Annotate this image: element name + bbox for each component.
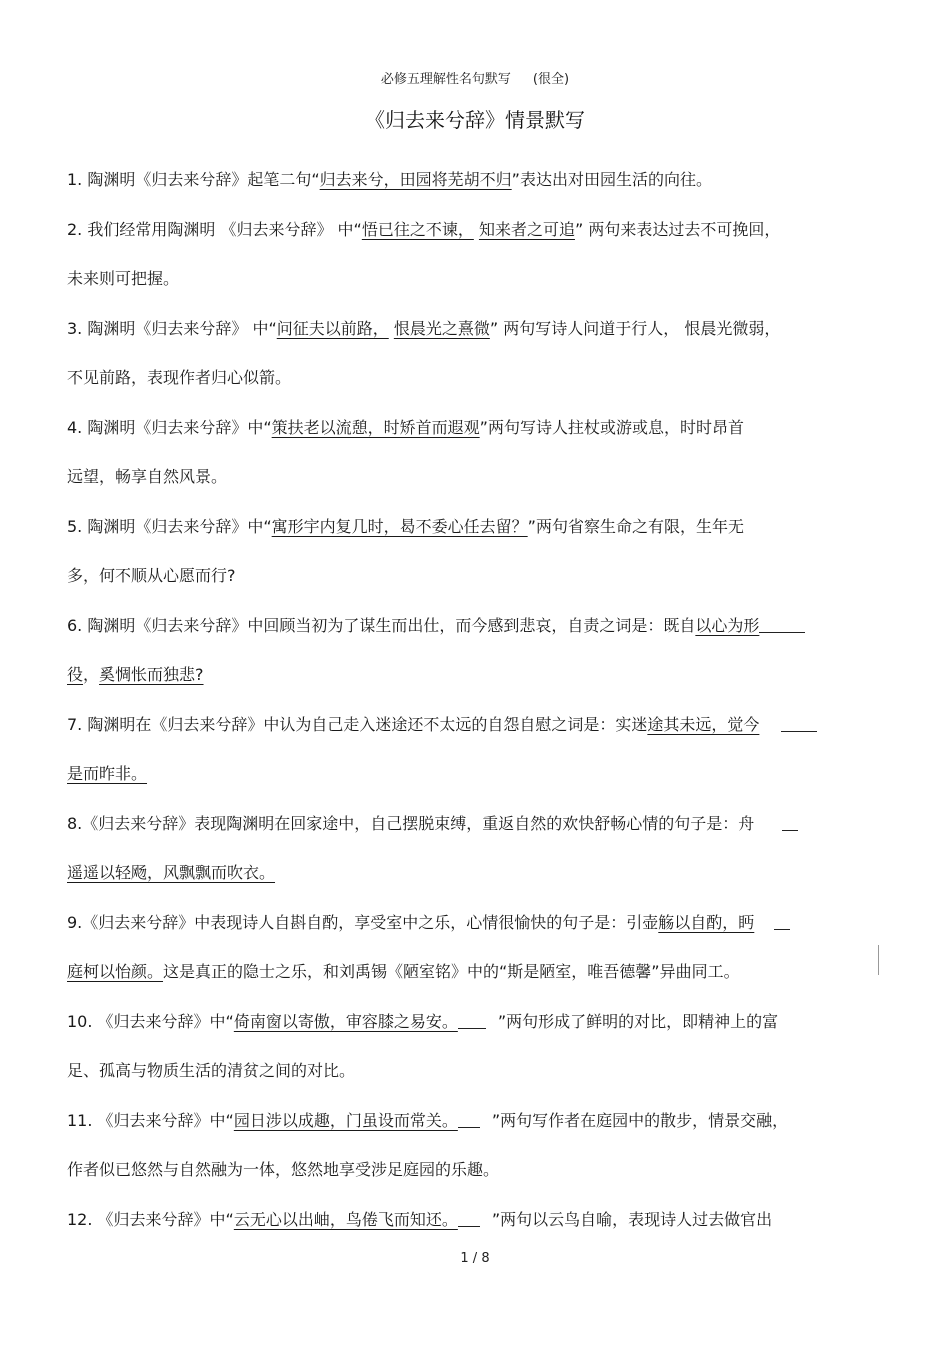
question-text: ”两句以云鸟自喻，表现诗人过去做官出 xyxy=(491,1209,773,1229)
question-text: ”两句写诗人拄杖或游或息，时时昂首 xyxy=(479,417,744,437)
question-text: 足、孤高与物质生活的清贫之间的对比。 xyxy=(67,1061,356,1080)
question-text: 远望，畅享自然风景。 xyxy=(67,467,228,486)
answer-text: 策扶老以流憩，时矫首而遐观 xyxy=(271,417,480,437)
question-4-continued xyxy=(67,452,882,502)
question-11 xyxy=(67,1096,882,1146)
total-pages: 8 xyxy=(481,1251,490,1266)
answer-blank xyxy=(458,1208,480,1227)
answer-blank xyxy=(781,713,817,732)
answer-text: 遥遥以轻飏，风飘飘而吹衣。 xyxy=(67,863,276,882)
document-title: 《归去来兮辞》情景默写 xyxy=(365,108,585,132)
question-10 xyxy=(67,997,882,1047)
page-number xyxy=(0,1251,950,1266)
question-text: ” 两句来表达过去不可挽回， xyxy=(574,219,781,239)
answer-text: 问征夫以前路， xyxy=(276,318,389,338)
question-6 xyxy=(67,601,882,651)
question-text: 9.《归去来兮辞》中表现诗人自斟自酌，享受室中之乐，心情很愉快的句子是：引壶 xyxy=(67,912,659,932)
question-6-continued xyxy=(67,650,882,700)
question-text: 2. 我们经常用陶渊明 《归去来兮辞》 中“ xyxy=(67,219,362,239)
question-text: 8.《归去来兮辞》表现陶渊明在回家途中，自己摆脱束缚，重返自然的欢快舒畅心情的句子是：舟 xyxy=(67,813,755,833)
question-text: 作者似已悠然与自然融为一体，悠然地享受涉足庭园的乐趣。 xyxy=(67,1160,500,1179)
question-text: 12. 《归去来兮辞》中“ xyxy=(67,1209,234,1229)
question-3-continued xyxy=(67,353,882,403)
question-text: ”两句写作者在庭园中的散步，情景交融， xyxy=(491,1110,789,1130)
question-2-continued xyxy=(67,254,882,304)
answer-text: 知来者之可追 xyxy=(478,219,575,239)
question-8 xyxy=(67,799,882,849)
answer-text: 奚惆怅而独悲? xyxy=(99,665,204,684)
question-8-continued xyxy=(67,848,882,898)
page-separator: / xyxy=(472,1251,478,1266)
question-text: ”两句省察生命之有限，生年无 xyxy=(527,516,744,536)
answer-text: 云无心以出岫，鸟倦飞而知还。 xyxy=(233,1209,458,1229)
question-3 xyxy=(67,304,882,354)
question-list xyxy=(67,155,882,1244)
header-title: 必修五理解性名句默写 xyxy=(380,72,511,87)
question-text: 1. 陶渊明《归去来兮辞》起笔二句“ xyxy=(67,170,320,189)
question-11-continued xyxy=(67,1145,882,1195)
question-text: ， xyxy=(83,665,100,684)
answer-blank xyxy=(759,614,805,633)
question-1 xyxy=(67,155,882,205)
question-text: 3. 陶渊明《归去来兮辞》 中“ xyxy=(67,318,277,338)
header-note: (很全) xyxy=(532,72,570,87)
answer-text: 庭柯以怡颜。 xyxy=(67,962,164,981)
answer-text: 是而昨非。 xyxy=(67,764,148,783)
question-text: 7. 陶渊明在《归去来兮辞》中认为自己走入迷途还不太远的自怨自慰之词是：实迷 xyxy=(67,714,648,734)
page-header xyxy=(0,68,950,87)
question-5-continued xyxy=(67,551,882,601)
question-9 xyxy=(67,898,882,948)
question-text: 这是真正的隐士之乐，和刘禹锡《陋室铭》中的“斯是陋室，唯吾德馨”异曲同工。 xyxy=(163,962,740,981)
answer-text: 倚南窗以寄傲，审容膝之易安。 xyxy=(233,1011,458,1031)
question-text: 6. 陶渊明《归去来兮辞》中回顾当初为了谋生而出仕，而今感到悲哀，自责之词是：既自 xyxy=(67,615,696,635)
question-text: 未来则可把握。 xyxy=(67,269,180,288)
question-text: 5. 陶渊明《归去来兮辞》中“ xyxy=(67,516,272,536)
answer-blank xyxy=(458,1010,486,1029)
answer-blank xyxy=(774,911,790,930)
question-4 xyxy=(67,403,882,453)
question-text: ”两句形成了鲜明的对比，即精神上的富 xyxy=(497,1011,779,1031)
answer-text: 归去来兮，田园将芜胡不归 xyxy=(319,170,512,189)
answer-text: 恨晨光之熹微 xyxy=(393,318,490,338)
question-text: 不见前路，表现作者归心似箭。 xyxy=(67,368,292,387)
answer-text: 园日涉以成趣，门虽设而常关。 xyxy=(233,1110,458,1130)
question-7-continued xyxy=(67,749,882,799)
question-text: 10. 《归去来兮辞》中“ xyxy=(67,1011,234,1031)
answer-text: 寓形宇内复几时，曷不委心任去留？ xyxy=(271,516,528,536)
question-text: 4. 陶渊明《归去来兮辞》中“ xyxy=(67,417,272,437)
answer-text: 悟已往之不谏， xyxy=(361,219,474,239)
question-text: 11. 《归去来兮辞》中“ xyxy=(67,1110,234,1130)
question-2 xyxy=(67,205,882,255)
question-7 xyxy=(67,700,882,750)
answer-blank xyxy=(782,812,798,831)
answer-text: 役 xyxy=(67,665,84,684)
question-text: 多，何不顺从心愿而行? xyxy=(67,566,236,585)
answer-text: 途其未远，觉今 xyxy=(647,714,760,734)
current-page: 1 xyxy=(460,1251,469,1266)
answer-blank xyxy=(458,1109,480,1128)
scan-edge-mark xyxy=(878,945,879,975)
answer-text: 以心为形 xyxy=(695,615,760,635)
question-text: ”表达出对田园生活的向往。 xyxy=(511,170,712,189)
question-9-continued xyxy=(67,947,882,997)
question-12 xyxy=(67,1195,882,1245)
question-text: ” 两句写诗人问道于行人， 恨晨光微弱， xyxy=(489,318,781,338)
answer-text: 觞以自酌，眄 xyxy=(658,912,755,932)
question-5 xyxy=(67,502,882,552)
question-10-continued xyxy=(67,1046,882,1096)
